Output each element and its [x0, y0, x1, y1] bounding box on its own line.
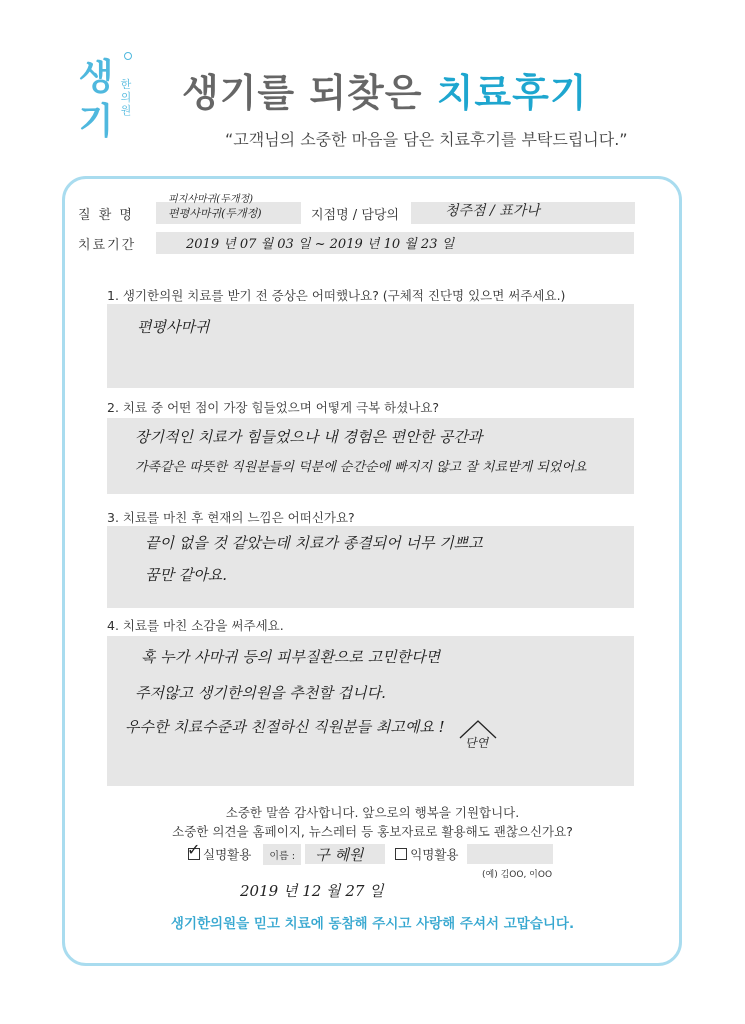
name-example: (예) 김OO, 이OO [482, 870, 553, 880]
logo-sub: 한의원 [120, 78, 132, 117]
answer-4-box[interactable] [107, 636, 634, 786]
page-subtitle: “고객님의 소중한 마음을 담은 치료후기를 부탁드립니다.” [225, 130, 628, 149]
disease-row [78, 194, 635, 224]
question-3: 3. 치료를 마친 후 현재의 느낌은 어떠신가요? [107, 510, 355, 525]
answer-1-line-1: 편평사마귀 [137, 318, 210, 336]
period-value: 2019 년 07 월 03 일 ~ 2019 년 10 월 23 일 [186, 237, 455, 252]
closing-line-1: 소중한 말씀 감사합니다. 앞으로의 행복을 기원합니다. [225, 805, 520, 820]
signed-date: 2019 년 12 월 27 일 [240, 882, 384, 900]
answer-4-line-2: 주저않고 생기한의원을 추천할 겁니다. [135, 684, 386, 702]
answer-2-box[interactable] [107, 418, 634, 494]
question-2: 2. 치료 중 어떤 점이 가장 힘들었으며 어떻게 극복 하셨나요? [107, 400, 440, 415]
insertion-text: 단연 [465, 736, 489, 750]
logo-mark: 생기 [78, 57, 114, 142]
title-prefix: 생기를 되찾은 [182, 71, 437, 115]
closing-line-2: 소중한 의견을 홈페이지, 뉴스레터 등 홍보자료로 활용해도 괜찮으신가요? [172, 824, 573, 839]
check-mark-icon: ✓ [187, 840, 201, 859]
anon-label: 익명활용 [410, 847, 459, 862]
name-field[interactable] [305, 844, 385, 864]
logo-dot [124, 52, 132, 60]
branch-label: 지점명 / 담당의 [311, 207, 399, 223]
answer-4-line-1: 혹 누가 사마귀 등의 피부질환으로 고민한다면 [141, 648, 441, 666]
disease-field[interactable] [156, 194, 301, 224]
title-accent: 치료후기 [436, 71, 588, 115]
period-label: 치료기간 [78, 237, 137, 253]
answer-3-line-2: 꿈만 같아요. [145, 566, 227, 584]
name-label: 이름 : [263, 844, 301, 865]
page-title [182, 62, 588, 117]
period-row [78, 232, 634, 254]
real-name-label: 실명활용 [203, 847, 252, 862]
disease-value-top: 피지사마귀(두개정) [168, 194, 254, 205]
logo [68, 48, 138, 158]
answer-3-box[interactable] [107, 526, 634, 608]
footer-message: 생기한의원을 믿고 치료에 동참해 주시고 사랑해 주셔서 고맙습니다. [170, 916, 575, 932]
answer-2-line-1: 장기적인 치료가 힘들었으나 내 경험은 편안한 공간과 [135, 428, 483, 446]
question-1: 1. 생기한의원 치료를 받기 전 증상은 어떠했나요? (구체적 진단명 있으면 써주세요.) [107, 288, 566, 303]
answer-4-line-3: 우수한 치료수준과 친절하신 직원분들 최고예요 ! [125, 718, 445, 736]
period-field[interactable] [156, 232, 634, 254]
disease-label: 질 환 명 [78, 207, 134, 223]
answer-3-line-1: 끝이 없을 것 같았는데 치료가 종결되어 너무 기쁘고 [145, 534, 483, 552]
disease-value: 편평사마귀(두개정) [168, 207, 262, 220]
real-name-checkbox[interactable] [187, 840, 201, 860]
consent-row [187, 840, 553, 864]
branch-value: 청주점 / 표가나 [445, 203, 540, 219]
answer-1-box[interactable] [107, 304, 634, 388]
anon-checkbox[interactable] [395, 848, 407, 860]
name-value: 구 혜원 [315, 846, 364, 864]
branch-field[interactable] [411, 202, 635, 224]
answer-2-line-2: 가족같은 따뜻한 직원분들의 덕분에 순간순에 빠지지 않고 잘 치료받게 되었어요 [135, 460, 587, 475]
question-4: 4. 치료를 마친 소감을 써주세요. [107, 618, 284, 633]
anon-field[interactable] [467, 844, 553, 864]
